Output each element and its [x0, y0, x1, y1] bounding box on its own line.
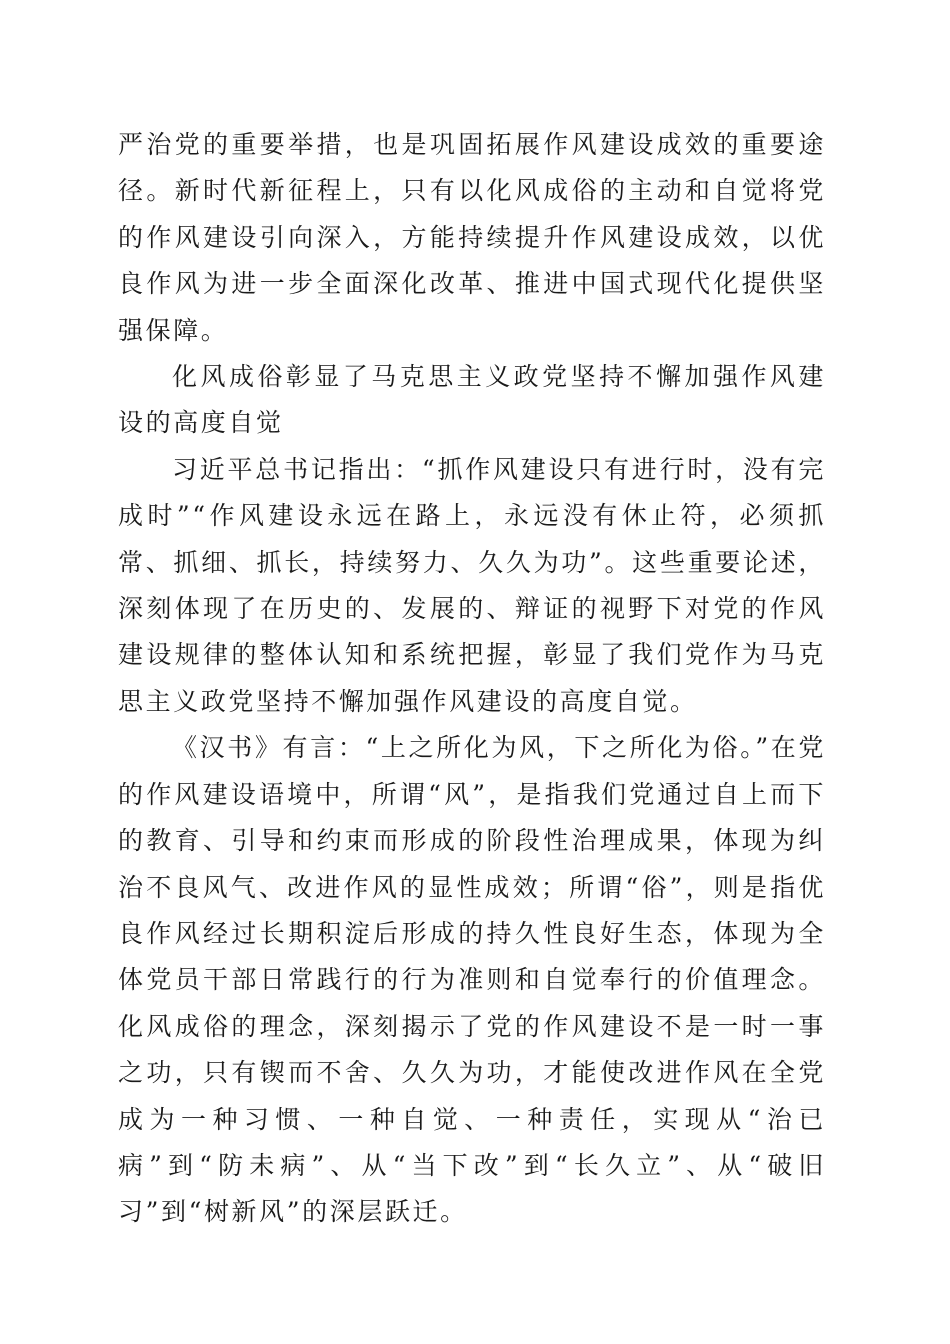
paragraph-quote-xi: 习近平总书记指出：“抓作风建设只有进行时，没有完成时”“作风建设永远在路上，永远没有休止符，必须抓常、抓细、抓长，持续努力、久久为功”。这些重要论述，深刻体现了在历史的、发展的、辩证的视野下对党的作风建设规律的整体认知和系统把握，彰显了我们党作为马克思主义政党坚持不懈加强作风建设的高度自觉。 — [118, 454, 826, 716]
document-body — [118, 122, 826, 1236]
paragraph-hanshu: 《汉书》有言：“上之所化为风，下之所化为俗。”在党的作风建设语境中，所谓“风”，是指我们党通过自上而下的教育、引导和约束而形成的阶段性治理成果，体现为纠治不良风气、改进作风的显性成效；所谓“俗”，则是指优良作风经过长期积淀后形成的持久性良好生态，体现为全体党员干部日常践行的行为准则和自觉奉行的价值理念。化风成俗的理念，深刻揭示了党的作风建设不是一时一事之功，只有锲而不舍、久久为功，才能使改进作风在全党成为一种习惯、一种自觉、一种责任，实现从“治已病”到“防未病”、从“当下改”到“长久立”、从“破旧习”到“树新风”的深层跃迁。 — [118, 733, 826, 1227]
paragraph-continuation: 严治党的重要举措，也是巩固拓展作风建设成效的重要途径。新时代新征程上，只有以化风成俗的主动和自觉将党的作风建设引向深入，方能持续提升作风建设成效，以优良作风为进一步全面深化改革、推进中国式现代化提供坚强保障。 — [118, 130, 826, 345]
section-heading: 化风成俗彰显了马克思主义政党坚持不懈加强作风建设的高度自觉 — [118, 362, 826, 438]
